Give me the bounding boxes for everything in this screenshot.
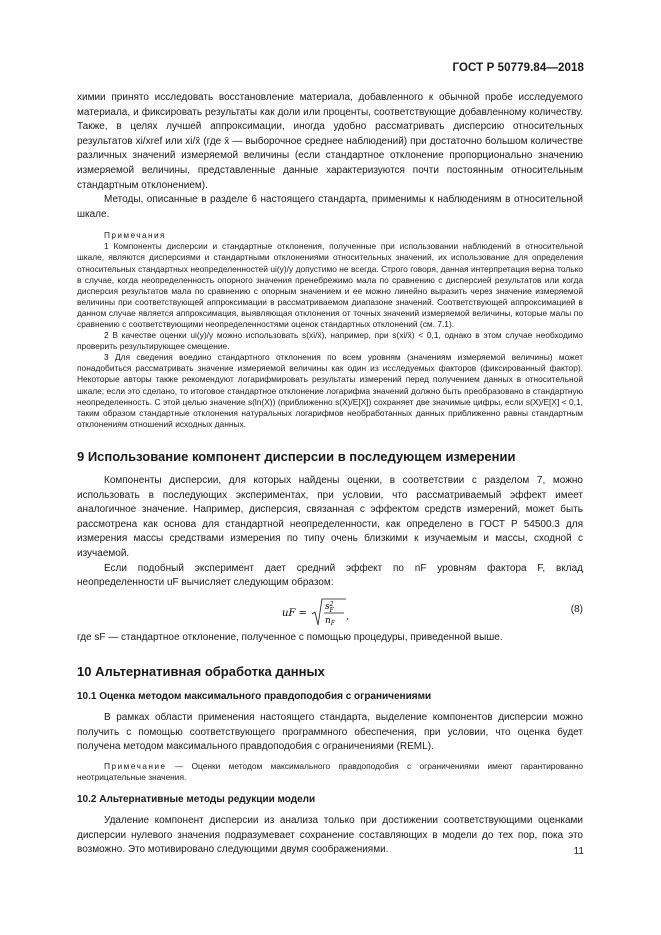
paragraph: В рамках области применения настоящего стандарта, выделение компонентов дисперсии можно получить с помощью соответствующего программного обеспечения, при условии, что оценка будет получена методом максимального правдоподобия с ограничениями (REML). (77, 712, 583, 753)
section-9-title: 9 Использование компонент дисперсии в последующем измерении (77, 448, 516, 464)
note-1: 1 Компоненты дисперсии и стандартные отклонения, полученные при использовании наблюдений в относительной шкале, являются дисперсиями и стандартными отклонениями относительных значений, их использование для определения относительных стандартных неопределенностей ui(y)/y допустимо не всегда. Строго говоря, данная интерпретация верна только в случае, когда неопределенность опорного значения пренебрежимо мала по сравнению с дисперсией результатов или когда дисперсия результатов мала по сравнению с опорным значением и ее можно линейно выразить через значение измеряемой величины при соответствующей аппроксимации в рассматриваемом диапазоне значений. Соответствующей аппроксимацией в данном случае является аппроксимация, выявляющая отклонения от точных значений измеряемой величины, которые малы по сравнению с соответствующими неопределенностями оценок стандартных отклонений (см. 7.1). (77, 241, 583, 329)
document-header: ГОСТ Р 50779.84—2018 (452, 62, 584, 74)
paragraph: химии принято исследовать восстановление материала, добавленного к обычной пробе исследуемого материала, и фиксировать результаты как доли или проценты, соответствующие добавленному количеству. Также, в целях лучшей аппроксимации, иногда удобно рассматривать дисперсию относительных результатов xi/xref или xi/x̄ (где x̄ — выборочное среднее наблюдений) при достаточно большом количестве различных значений измеряемой величины (если стандартное отклонение пропорционально значению измеряемой величины, представленные данные характеризуются почти постоянным относительным стандартным отклонением). (77, 92, 583, 191)
formula-lhs: uF = (282, 607, 307, 619)
subsection-10-2-title: 10.2 Альтернативные методы редукции модели (77, 794, 316, 806)
note-10-1 (77, 761, 583, 783)
section-10-title: 10 Альтернативная обработка данных (77, 664, 325, 680)
note-2: 2 В качестве оценки ui(y)/y можно использовать s(xi/x̄), например, при s(xi/x̄) < 0,1, однако в этом случае необходимо проверить результирующее смещение. (77, 330, 583, 352)
formula-expression (282, 597, 352, 629)
paragraph: Удаление компонент дисперсии из анализа только при достижении соответствующими оценками дисперсии нулевого значения подразумевает сохранение составляющих в модели до тех пор, пока это возможно. Это мотивировано следующими двумя соображениями. (77, 815, 583, 856)
note-text: — Оценки методом максимального правдоподобия с ограничениями имеют гарантированно неотрицательные значения. (77, 761, 583, 783)
formula-8 (77, 593, 583, 627)
subsection-10-1-title: 10.1 Оценка методом максимального правдоподобия с ограничениями (77, 691, 432, 703)
formula-numerator: $s^2$ F (325, 600, 334, 614)
formula-comma: , (346, 610, 350, 622)
note-3: 3 Для сведения воедино стандартного отклонения по всем уровням (значениям измеряемой величины) может понадобиться рассматривать значение измеряемой величины как один из исследуемых факторов (фиксированный фактор). Некоторые авторы также рекомендуют логарифмировать результаты измерений перед получением данных в относительной шкале; если это сделано, то итоговое стандартное отклонение логарифма значений должно быть преобразовано в стандартную неопределенность. С этой целью значение s(ln(X)) (приближенно s(X)/E[X]) сохраняет две значимые цифры, если s(X)/E[X] < 0,1, таким образом стандартные отклонения натуральных логарифмов необработанных данных приближенно равны стандартным отклонениям отношений исходных данных. (77, 352, 583, 429)
page-content (77, 91, 583, 858)
paragraph: Компоненты дисперсии, для которых найдены оценки, в соответствии с разделом 7, можно использовать в последующих экспериментах, при условии, что рассматриваемый эффект имеет аналогичное значение. Например, дисперсия, связанная с эффектом средств измерений, может быть рассмотрена как основа для стандартной неопределенности, как определено в ГОСТ Р 54500.3 для измерения массы средствами измерения по типу очень близкими к изучаемым и массы, сходной с изучаемой. (77, 474, 583, 559)
paragraph: где sF — стандартное отклонение, полученное с помощью процедуры, приведенной выше. (77, 631, 503, 643)
notes-heading: Примечания (104, 230, 166, 241)
page-number: 11 (573, 846, 584, 857)
formula-denominator: $n_F$ (325, 615, 335, 627)
paragraph: Если подобный эксперимент дает средний эффект по nF уровням фактора F, вклад неопределенности uF вычисляет следующим образом: (77, 562, 583, 589)
note-label: Примечание (104, 761, 167, 772)
paragraph: Методы, описанные в разделе 6 настоящего стандарта, применимы к наблюдениям в относительной шкале. (77, 194, 583, 220)
equation-number: (8) (570, 603, 583, 615)
